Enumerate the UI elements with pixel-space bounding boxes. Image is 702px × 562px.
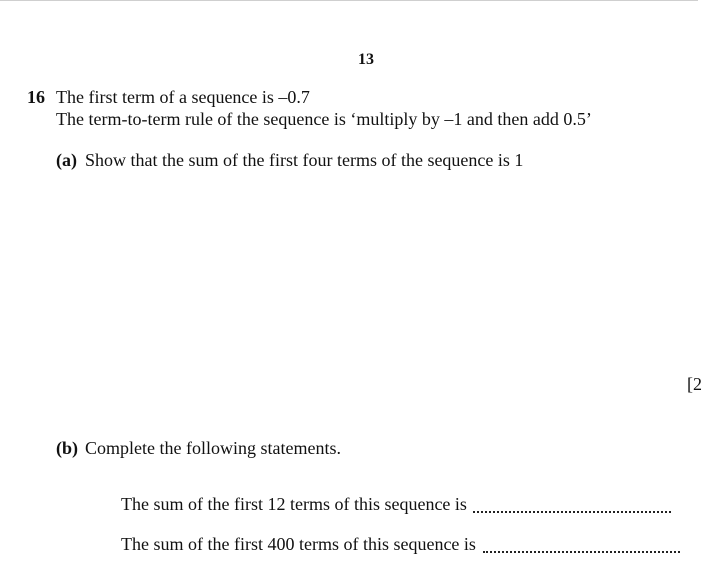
question-stem-line-1: The first term of a sequence is –0.7 (56, 87, 310, 107)
statement-12-terms: The sum of the first 12 terms of this sequence is (121, 494, 467, 514)
part-a-label: (a) (56, 150, 77, 170)
page-number: 13 (358, 51, 374, 68)
part-b-text: Complete the following statements. (85, 438, 341, 458)
part-b-label: (b) (56, 438, 78, 458)
answer-line-12-terms[interactable] (473, 511, 671, 513)
page-top-border (0, 0, 698, 1)
part-a-marks: [2 (687, 374, 702, 394)
part-a-text: Show that the sum of the first four terms of the sequence is 1 (85, 150, 524, 170)
question-number: 16 (27, 87, 45, 107)
statement-400-terms: The sum of the first 400 terms of this sequence is (121, 534, 476, 554)
answer-line-400-terms[interactable] (483, 551, 680, 553)
question-stem-line-2: The term-to-term rule of the sequence is ‘multiply by –1 and then add 0.5’ (56, 109, 592, 129)
